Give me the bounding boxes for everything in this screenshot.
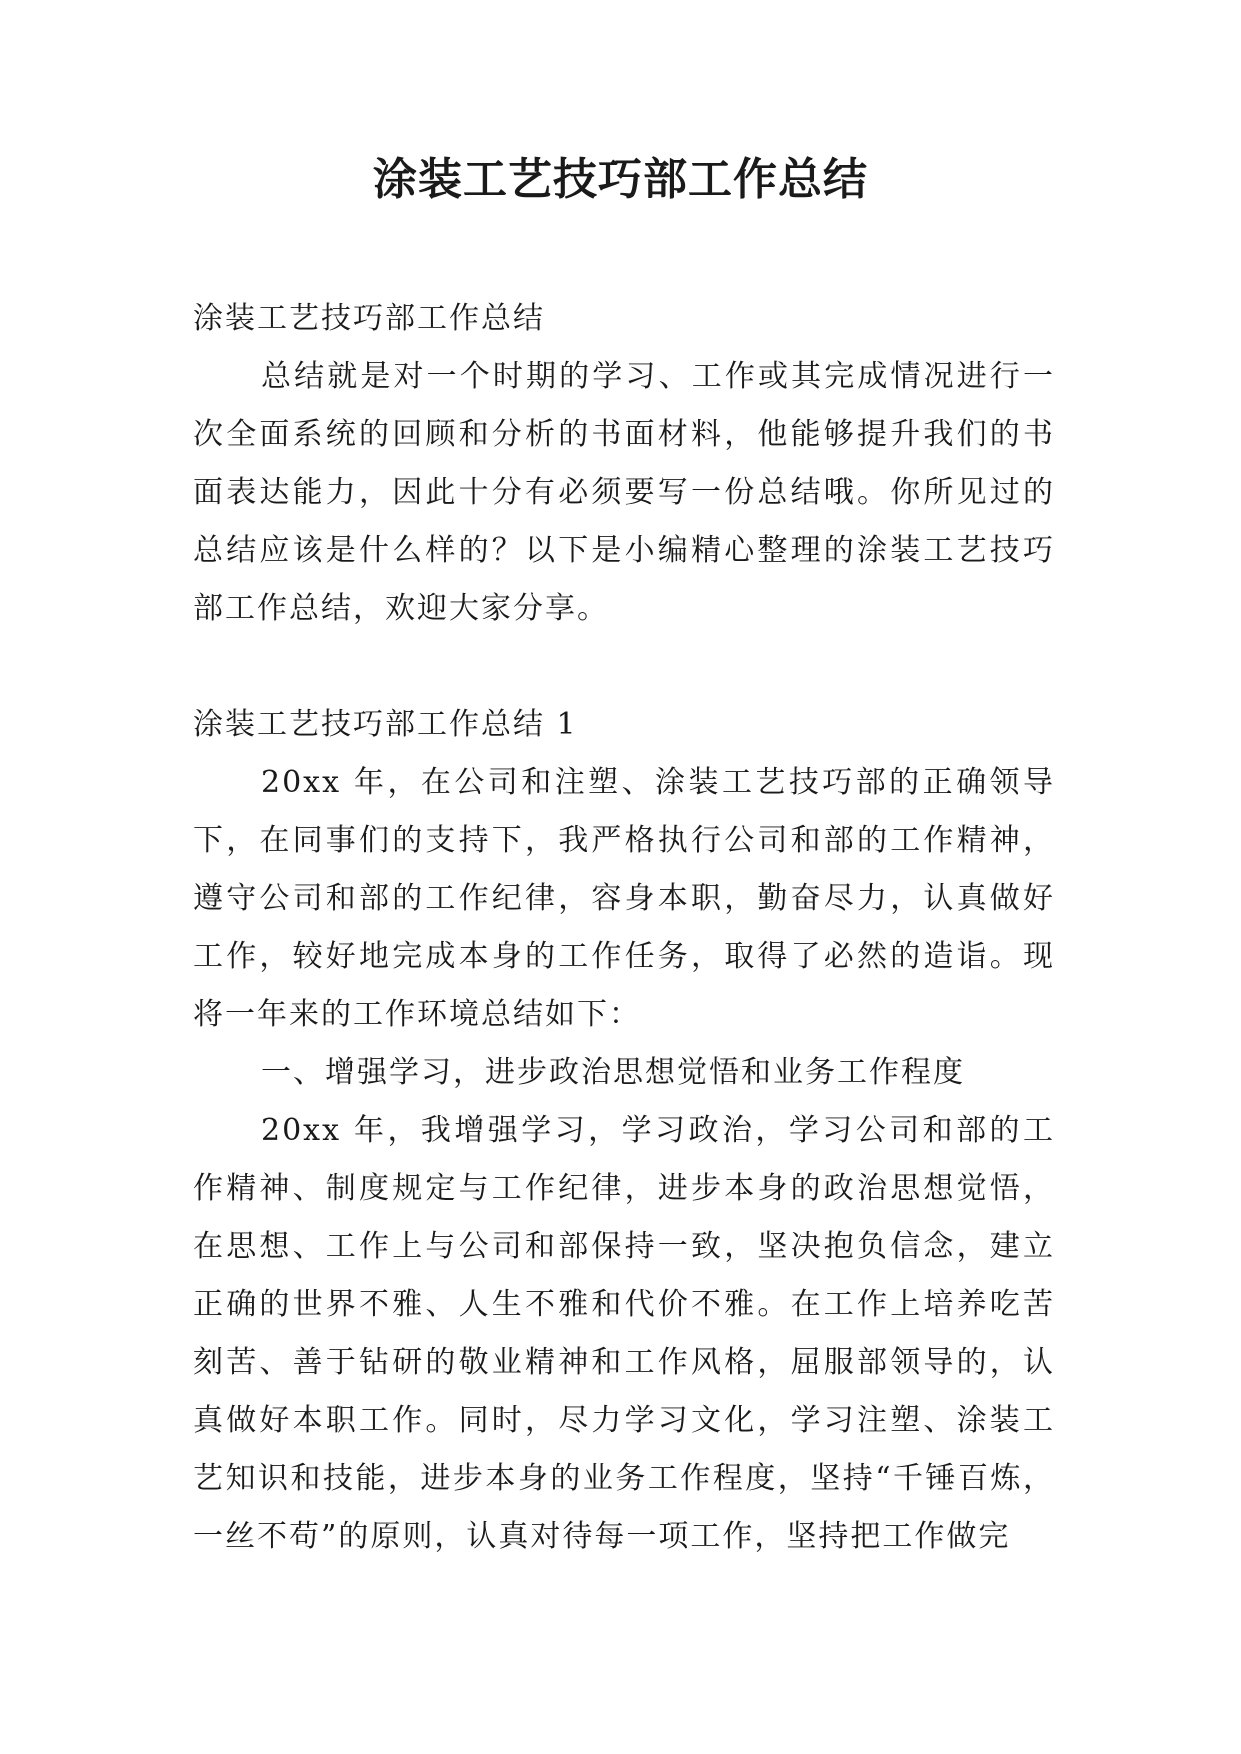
subsection-paragraph: 20xx 年，我增强学习，学习政治，学习公司和部的工作精神、制度规定与工作纪律，进步本身的政治思想觉悟，在思想、工作上与公司和部保持一致，坚决抱负信念，建立正确的世界不雅、人生不雅和代价不雅。在工作上培养吃苦刻苦、善于钻研的敬业精神和工作风格，屈服部领导的，认真做好本职工作。同时，尽力学习文化，学习注塑、涂装工艺知识和技能，进步本身的业务工作程度，坚持“千锤百炼，一丝不苟”的原则，认真对待每一项工作，坚持把工作做完 — [193, 1113, 1055, 1554]
intro-heading: 涂装工艺技巧部工作总结 — [193, 301, 545, 336]
intro-paragraph: 总结就是对一个时期的学习、工作或其完成情况进行一次全面系统的回顾和分析的书面材料，他能够提升我们的书面表达能力，因此十分有必须要写一份总结哦。你所见过的总结应该是什么样的？以下是小编精心整理的涂装工艺技巧部工作总结，欢迎大家分享。 — [193, 359, 1055, 626]
section-paragraph: 20xx 年，在公司和注塑、涂装工艺技巧部的正确领导下，在同事们的支持下，我严格执行公司和部的工作精神，遵守公司和部的工作纪律，容身本职，勤奋尽力，认真做好工作，较好地完成本身的工作任务，取得了必然的造诣。现将一年来的工作环境总结如下： — [193, 765, 1055, 1032]
document-title: 涂装工艺技巧部工作总结 — [373, 154, 868, 205]
document-body — [193, 290, 1055, 1566]
subsection-heading: 一、增强学习，进步政治思想觉悟和业务工作程度 — [261, 1055, 965, 1090]
section-heading: 涂装工艺技巧部工作总结 1 — [193, 707, 578, 742]
